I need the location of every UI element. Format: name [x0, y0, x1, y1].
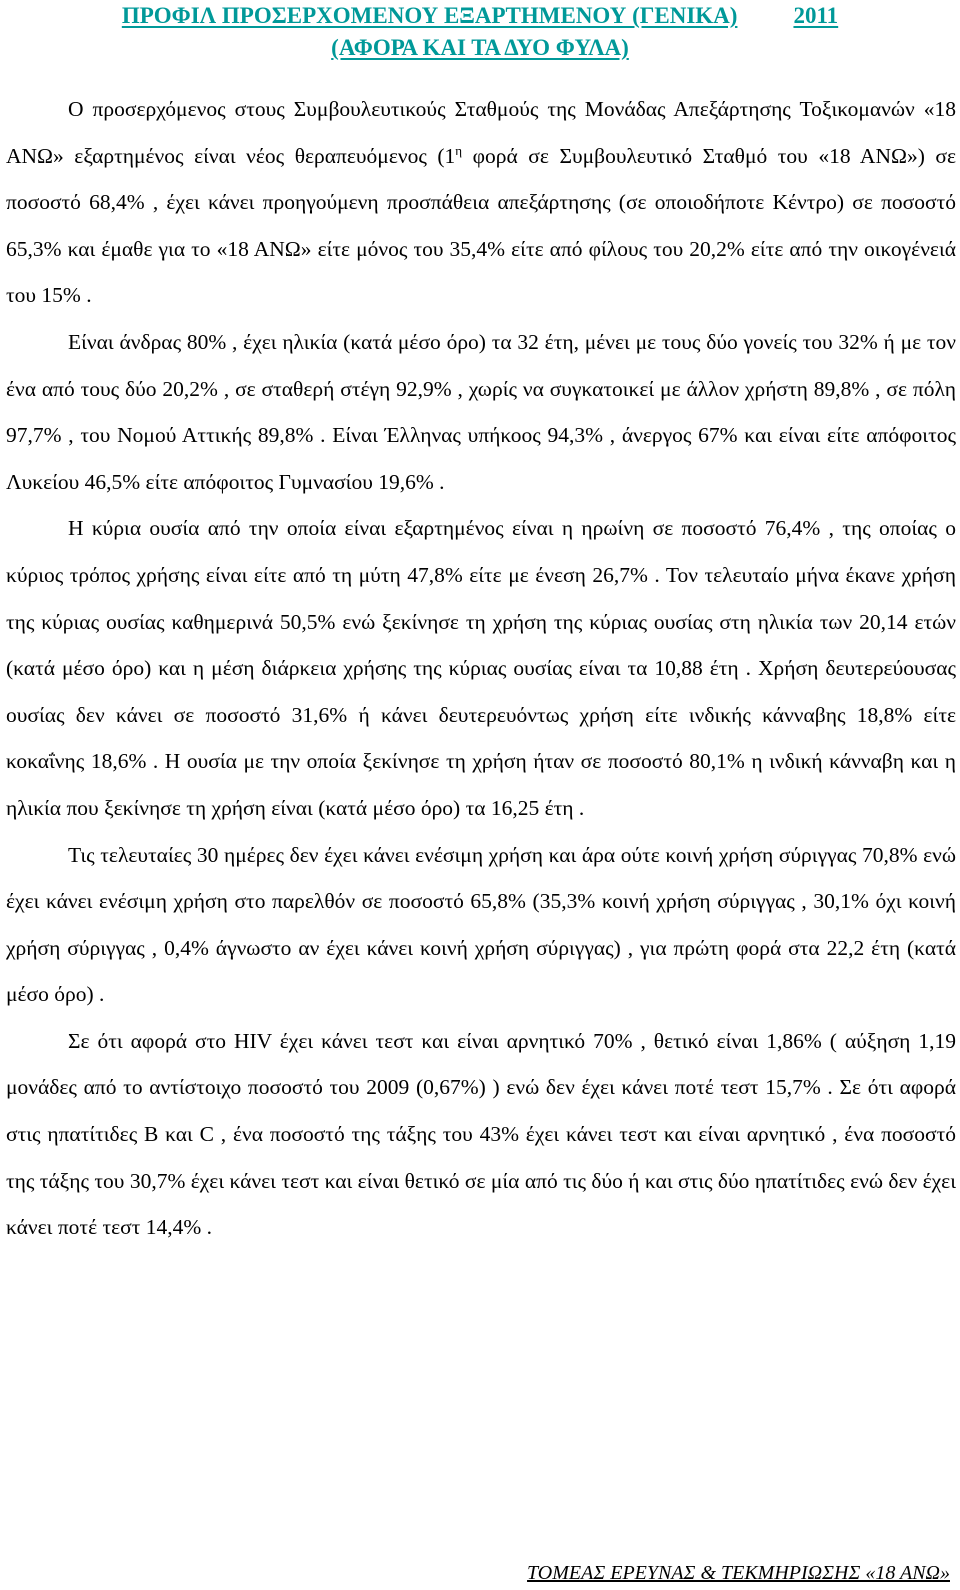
- paragraph-injection-use: Τις τελευταίες 30 ημέρες δεν έχει κάνει ενέσιμη χρήση και άρα ούτε κοινή χρήση σύριγγας 70,8% ενώ έχει κάνει ενέσιμη χρήση στο παρελθόν σε ποσοστό 65,8% (35,3% κοινή χρήση σύριγγας , 30,1% όχι κοινή χρήση σύριγγας , 0,4% άγνωστο αν έχει κάνει κοινή χρήση σύριγγας) , για πρώτη φορά στα 22,2 έτη (κατά μέσο όρο) .: [6, 842, 956, 1007]
- paragraph-demographics: Είναι άνδρας 80% , έχει ηλικία (κατά μέσο όρο) τα 32 έτη, μένει με τους δύο γονείς του 32% ή με τον ένα από τους δύο 20,2% , σε σταθερή στέγη 92,9% , χωρίς να συγκατοικεί με άλλον χρήστη 89,8% , σε πόλη 97,7% , του Νομού Αττικής 89,8% . Είναι Έλληνας υπήκοος 94,3% , άνεργος 67% και είναι είτε απόφοιτος Λυκείου 46,5% είτε απόφοιτος Γυμνασίου 19,6% .: [6, 329, 956, 494]
- paragraph-profile-intro: [6, 86, 956, 319]
- paragraph-1-part-a: Ο προσερχόμενος στους Συμβουλευτικούς Σταθμούς της Μονάδας Απεξάρτησης Τοξικομανών «18 ΑΝΩ» εξαρτημένος είναι νέος θεραπευόμενος (1: [6, 97, 956, 168]
- page-footer: ΤΟΜΕΑΣ ΕΡΕΥΝΑΣ & ΤΕΚΜΗΡΙΩΣΗΣ «18 ΑΝΩ»: [527, 1562, 950, 1584]
- page-subtitle: (ΑΦΟΡΑ ΚΑΙ ΤΑ ΔΥΟ ΦΥΛΑ): [331, 35, 629, 60]
- title-year: 2011: [793, 3, 839, 28]
- title-line-1: ΠΡΟΦΙΛ ΠΡΟΣΕΡΧΟΜΕΝΟΥ ΕΞΑΡΤΗΜΕΝΟΥ (ΓΕΝΙΚΑ): [121, 3, 738, 28]
- ordinal-superscript: η: [455, 142, 463, 158]
- paragraph-hiv-hepatitis: Σε ότι αφορά στο HIV έχει κάνει τεστ και είναι αρνητικό 70% , θετικό είναι 1,86% ( αύξηση 1,19 μονάδες από το αντίστοιχο ποσοστό του 2009 (0,67%) ) ενώ δεν έχει κάνει ποτέ τεστ 15,7% . Σε ότι αφορά στις ηπατίτιδες Β και C , ένα ποσοστό της τάξης του 43% έχει κάνει τεστ και είναι αρνητικό , ένα ποσοστό της τάξης του 30,7% έχει κάνει τεστ και είναι θετικό σε μία από τις δύο ή και στις δύο ηπατίτιδες ενώ δεν έχει κάνει ποτέ τεστ 14,4% .: [6, 1028, 956, 1240]
- paragraph-1-part-b: φορά σε Συμβουλευτικό Σταθμό του «18 ΑΝΩ») σε ποσοστό 68,4% , έχει κάνει προηγούμενη προσπάθεια απεξάρτησης (σε οποιοδήποτε Κέντρο) σε ποσοστό 65,3% και έμαθε για το «18 ΑΝΩ» είτε μόνος του 35,4% είτε από φίλους του 20,2% είτε από την οικογένειά του 15% .: [6, 143, 956, 308]
- paragraph-main-substance: Η κύρια ουσία από την οποία είναι εξαρτημένος είναι η ηρωίνη σε ποσοστό 76,4% , της οποίας ο κύριος τρόπος χρήσης είναι είτε από τη μύτη 47,8% είτε με ένεση 26,7% . Τον τελευταίο μήνα έκανε χρήση της κύριας ουσίας καθημερινά 50,5% ενώ ξεκίνησε τη χρήση της κύριας ουσίας στη ηλικία των 20,14 ετών (κατά μέσο όρο) και η μέση διάρκεια χρήσης της κύριας ουσίας είναι τα 10,88 έτη . Χρήση δευτερεύουσας ουσίας δεν κάνει σε ποσοστό 31,6% ή κάνει δευτερευόντως χρήση είτε ινδικής κάνναβης 18,8% είτε κοκαΐνης 18,6% . Η ουσία με την οποία ξεκίνησε τη χρήση ήταν σε ποσοστό 80,1% η ινδική κάνναβη και η ηλικία που ξεκίνησε τη χρήση είναι (κατά μέσο όρο) τα 16,25 έτη .: [6, 516, 956, 820]
- document-body: [6, 86, 956, 1251]
- page-title: [0, 0, 960, 32]
